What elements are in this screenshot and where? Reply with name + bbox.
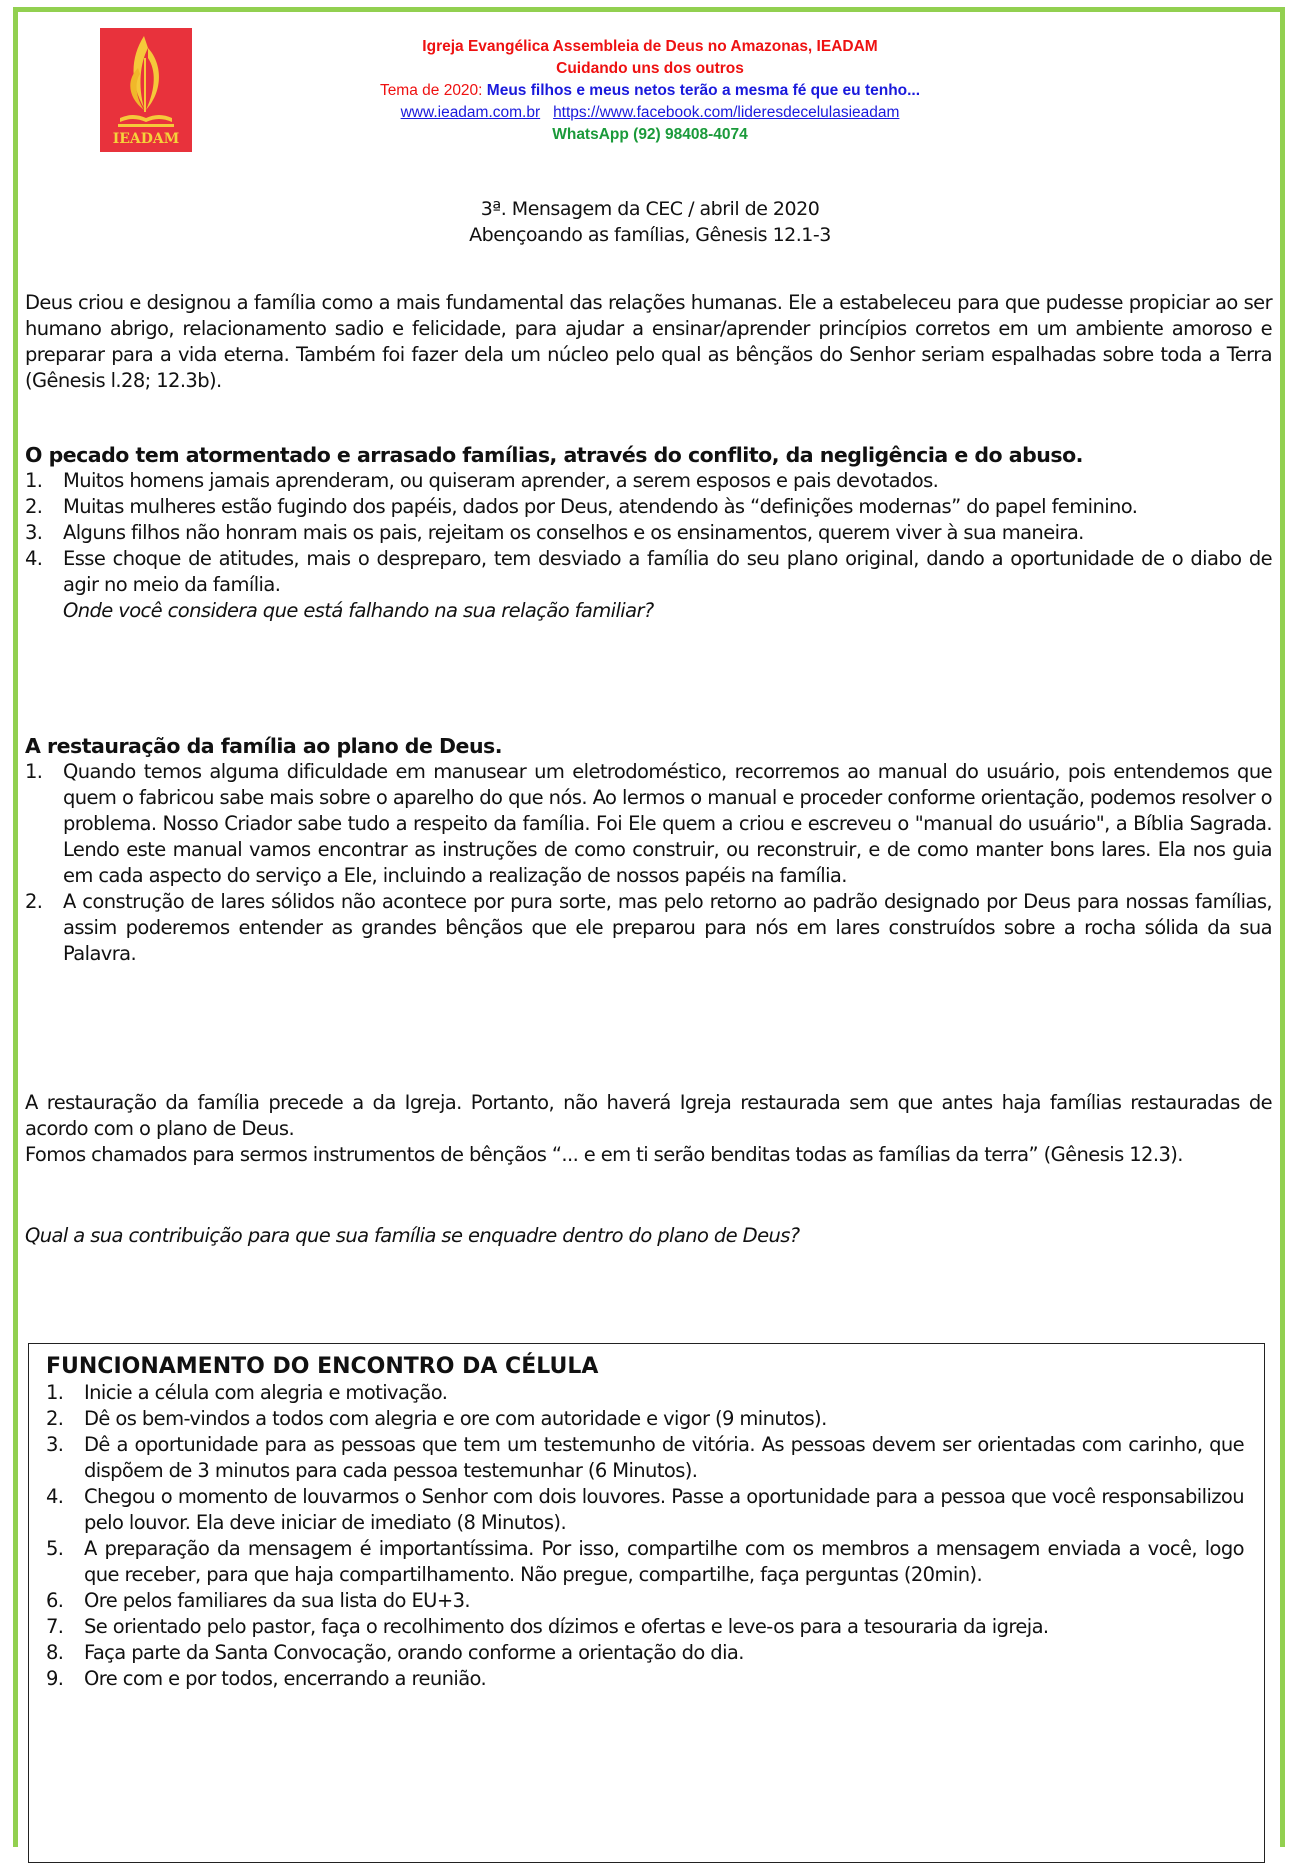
- message-title-line1: 3ª. Mensagem da CEC / abril de 2020: [480, 198, 820, 220]
- list-item: 8. Faça parte da Santa Convocação, orando conforme a orientação do dia.: [46, 1641, 744, 1664]
- website-link[interactable]: www.ieadam.com.br: [400, 104, 541, 121]
- meeting-guide: [46, 1354, 1244, 1692]
- list-item: 3. Alguns filhos não honram mais os pais, rejeitam os conselhos e os ensinamentos, querem viver à sua maneira.: [25, 521, 1084, 544]
- list-item: 5. A preparação da mensagem é importantíssima. Por isso, compartilhe com os membros a mensagem enviada a você, logo que receber, para que haja compartilhamento. Não pregue, compartilhe, faça perguntas (20min).: [46, 1537, 1244, 1586]
- closing-question: Qual a sua contribuição para que sua família se enquadre dentro do plano de Deus?: [25, 1224, 800, 1247]
- section-restoration: [25, 733, 1272, 967]
- list-item: 9. Ore com e por todos, encerrando a reunião.: [46, 1667, 487, 1690]
- meeting-guide-heading: FUNCIONAMENTO DO ENCONTRO DA CÉLULA: [46, 1354, 599, 1379]
- section-restoration-list: [25, 759, 1272, 967]
- church-motto: Cuidando uns dos outros: [556, 60, 744, 77]
- intro-paragraph: Deus criou e designou a família como a mais fundamental das relações humanas. Ele a estabeleceu para que pudesse propiciar ao ser humano abrigo, relacionamento sadio e felicidade, para ajudar a ensinar/aprender princípios corretos em um ambiente amoroso e preparar para a vida eterna. Também foi fazer dela um núcleo pelo qual as bênçãos do Senhor seriam espalhadas sobre toda a Terra (Gênesis l.28; 12.3b).: [25, 291, 1272, 392]
- list-item: 1. Muitos homens jamais aprenderam, ou quiseram aprender, a serem esposos e pais devotados.: [25, 469, 939, 492]
- section-sin-question: Onde você considera que está falhando na sua relação familiar?: [63, 599, 654, 622]
- section-sin-heading: O pecado tem atormentado e arrasado famílias, através do conflito, da negligência e do abuso.: [25, 443, 1083, 467]
- closing-paragraph-2: Fomos chamados para sermos instrumentos de bênçãos “... e em ti serão benditas todas as famílias da terra” (Gênesis 12.3).: [25, 1143, 1183, 1166]
- message-title: [0, 196, 1300, 248]
- theme-label: Tema de 2020:: [379, 82, 483, 99]
- section-sin-list: [25, 468, 1272, 598]
- ieadam-logo: [100, 28, 192, 152]
- links-line: [230, 102, 1070, 124]
- church-name: Igreja Evangélica Assembleia de Deus no Amazonas, IEADAM: [422, 38, 878, 55]
- meeting-guide-list: [46, 1380, 1244, 1692]
- theme-line: [230, 80, 1070, 102]
- section-sin: [25, 442, 1272, 624]
- facebook-link[interactable]: https://www.facebook.com/lideresdecelulasieadam: [553, 104, 900, 121]
- list-item: 2. Muitas mulheres estão fugindo dos papéis, dados por Deus, atendendo às “definições modernas” do papel feminino.: [25, 495, 1138, 518]
- section-restoration-heading: A restauração da família ao plano de Deus.: [25, 734, 503, 758]
- list-item: 7. Se orientado pelo pastor, faça o recolhimento dos dízimos e ofertas e leve-os para a tesouraria da igreja.: [46, 1615, 1049, 1638]
- list-item: 4. Chegou o momento de louvarmos o Senhor com dois louvores. Passe a oportunidade para a pessoa que você responsabilizou pelo louvor. Ela deve iniciar de imediato (8 Minutos).: [46, 1485, 1244, 1534]
- message-title-line2: Abençoando as famílias, Gênesis 12.1-3: [469, 224, 831, 246]
- list-item: 1. Quando temos alguma dificuldade em manusear um eletrodoméstico, recorremos ao manual do usuário, pois entendemos que quem o fabricou sabe mais sobre o aparelho do que nós. Ao lermos o manual e proceder conforme orientação, podemos resolver o problema. Nosso Criador sabe tudo a respeito da família. Foi Ele quem a criou e escreveu o "manual do usuário", a Bíblia Sagrada. Lendo este manual vamos encontrar as instruções de como construir, ou reconstruir, e de como manter bons lares. Ela nos guia em cada aspecto do serviço a Ele, incluindo a realização de nossos papéis na família.: [25, 760, 1272, 887]
- closing-paragraph-1: A restauração da família precede a da Igreja. Portanto, não haverá Igreja restaurada sem que antes haja famílias restauradas de acordo com o plano de Deus.: [25, 1091, 1272, 1140]
- list-item: 1. Inicie a célula com alegria e motivação.: [46, 1381, 448, 1404]
- list-item: 3. Dê a oportunidade para as pessoas que tem um testemunho de vitória. As pessoas devem ser orientadas com carinho, que dispõem de 3 minutos para cada pessoa testemunhar (6 Minutos).: [46, 1433, 1244, 1482]
- church-header: [230, 36, 1070, 146]
- logo-text: IEADAM: [112, 131, 180, 147]
- list-item: 6. Ore pelos familiares da sua lista do EU+3.: [46, 1589, 470, 1612]
- list-item: 4. Esse choque de atitudes, mais o despreparo, tem desviado a família do seu plano original, dando a oportunidade de o diabo de agir no meio da família.: [25, 547, 1272, 596]
- meeting-guide-box: [28, 1343, 1265, 1863]
- whatsapp-contact: WhatsApp (92) 98408-4074: [552, 126, 748, 143]
- theme-text: Meus filhos e meus netos terão a mesma fé que eu tenho...: [486, 82, 921, 99]
- list-item: 2. Dê os bem-vindos a todos com alegria e ore com autoridade e vigor (9 minutos).: [46, 1407, 827, 1430]
- list-item: 2. A construção de lares sólidos não acontece por pura sorte, mas pelo retorno ao padrão designado por Deus para nossas famílias, assim poderemos entender as grandes bênçãos que ele preparou para nós em lares construídos sobre a rocha sólida da sua Palavra.: [25, 890, 1272, 965]
